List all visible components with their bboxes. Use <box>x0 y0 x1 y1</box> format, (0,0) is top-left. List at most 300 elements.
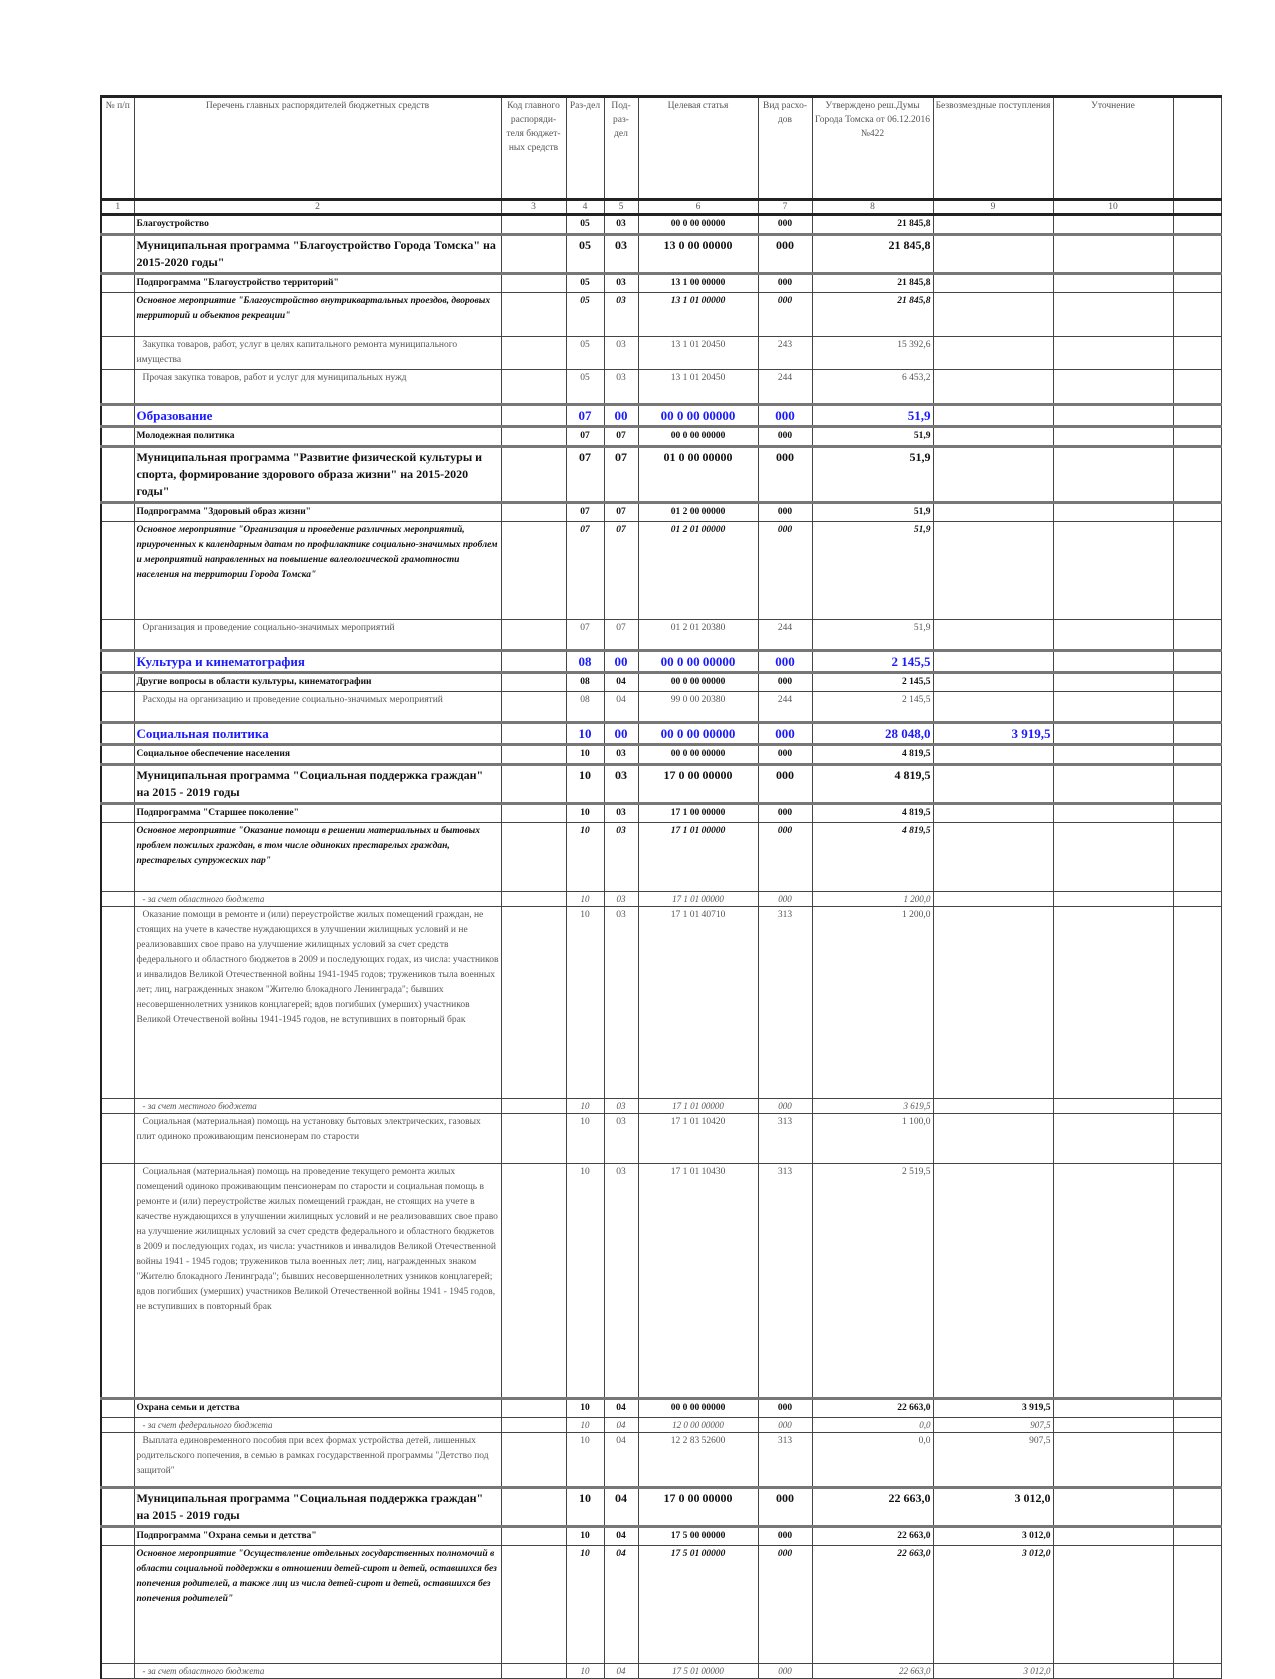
extra <box>1173 1099 1221 1114</box>
admin-code <box>501 892 566 907</box>
free-receipts <box>933 274 1053 293</box>
expense-type: 000 <box>758 765 812 804</box>
row-index <box>101 723 134 745</box>
table-row <box>101 427 1221 447</box>
row-index <box>101 1399 134 1418</box>
section-code: 05 <box>566 215 604 235</box>
row-name: Подпрограмма "Старшее поколение" <box>134 804 501 823</box>
header-col-expense-type: Вид расхо-дов <box>758 97 812 200</box>
approved-amount: 22 663,0 <box>812 1527 933 1546</box>
adjustment <box>1053 823 1173 892</box>
expense-type: 000 <box>758 651 812 673</box>
free-receipts <box>933 620 1053 651</box>
target-article: 01 2 01 00000 <box>638 522 758 620</box>
row-index <box>101 215 134 235</box>
admin-code <box>501 215 566 235</box>
extra <box>1173 1114 1221 1164</box>
table-row <box>101 907 1221 1099</box>
approved-amount: 22 663,0 <box>812 1488 933 1527</box>
section-code: 05 <box>566 235 604 274</box>
approved-amount: 51,9 <box>812 427 933 447</box>
table-row <box>101 235 1221 274</box>
subsection-code: 03 <box>604 235 638 274</box>
section-code: 05 <box>566 274 604 293</box>
free-receipts <box>933 427 1053 447</box>
approved-amount: 22 663,0 <box>812 1399 933 1418</box>
row-name: Муниципальная программа "Социальная поддержка граждан" на 2015 - 2019 годы <box>134 1488 501 1527</box>
header-col-target-article: Целевая статья <box>638 97 758 200</box>
approved-amount: 3 619,5 <box>812 1099 933 1114</box>
free-receipts: 3 012,0 <box>933 1527 1053 1546</box>
expense-type: 244 <box>758 620 812 651</box>
approved-amount: 2 145,5 <box>812 692 933 723</box>
section-code: 07 <box>566 447 604 503</box>
subsection-code: 07 <box>604 503 638 522</box>
free-receipts: 3 012,0 <box>933 1488 1053 1527</box>
extra <box>1173 765 1221 804</box>
row-index <box>101 892 134 907</box>
adjustment <box>1053 907 1173 1099</box>
free-receipts <box>933 892 1053 907</box>
free-receipts <box>933 1114 1053 1164</box>
section-code: 08 <box>566 673 604 692</box>
subsection-code: 03 <box>604 1164 638 1399</box>
extra <box>1173 293 1221 337</box>
free-receipts <box>933 337 1053 370</box>
section-code: 05 <box>566 293 604 337</box>
approved-amount: 2 145,5 <box>812 673 933 692</box>
section-code: 10 <box>566 1546 604 1664</box>
adjustment <box>1053 405 1173 427</box>
free-receipts: 3 012,0 <box>933 1546 1053 1664</box>
approved-amount: 15 392,6 <box>812 337 933 370</box>
expense-type: 000 <box>758 447 812 503</box>
row-name: Прочая закупка товаров, работ и услуг для муниципальных нужд <box>134 370 501 405</box>
adjustment <box>1053 1164 1173 1399</box>
free-receipts: 3 919,5 <box>933 1399 1053 1418</box>
row-index <box>101 1546 134 1664</box>
admin-code <box>501 745 566 765</box>
adjustment <box>1053 522 1173 620</box>
row-name: - за счет местного бюджета <box>134 1099 501 1114</box>
table-row <box>101 1164 1221 1399</box>
target-article: 17 5 01 00000 <box>638 1546 758 1664</box>
approved-amount: 21 845,8 <box>812 235 933 274</box>
row-name: Подпрограмма "Здоровый образ жизни" <box>134 503 501 522</box>
extra <box>1173 823 1221 892</box>
section-code: 05 <box>566 370 604 405</box>
adjustment <box>1053 804 1173 823</box>
expense-type: 313 <box>758 1433 812 1488</box>
expense-type: 000 <box>758 1418 812 1433</box>
table-row <box>101 447 1221 503</box>
adjustment <box>1053 274 1173 293</box>
extra <box>1173 1418 1221 1433</box>
column-number: 6 <box>638 200 758 215</box>
approved-amount: 21 845,8 <box>812 274 933 293</box>
expense-type: 000 <box>758 293 812 337</box>
table-row <box>101 370 1221 405</box>
column-number: 8 <box>812 200 933 215</box>
extra <box>1173 405 1221 427</box>
free-receipts <box>933 907 1053 1099</box>
table-row <box>101 522 1221 620</box>
target-article: 13 0 00 00000 <box>638 235 758 274</box>
target-article: 00 0 00 00000 <box>638 215 758 235</box>
row-name: Культура и кинематография <box>134 651 501 673</box>
table-row <box>101 692 1221 723</box>
header-col-admin-code: Код главного распоряди-теля бюджет-ных средств <box>501 97 566 200</box>
target-article: 01 2 01 20380 <box>638 620 758 651</box>
section-code: 10 <box>566 1664 604 1679</box>
extra <box>1173 673 1221 692</box>
section-code: 10 <box>566 804 604 823</box>
admin-code <box>501 673 566 692</box>
row-index <box>101 293 134 337</box>
subsection-code: 00 <box>604 651 638 673</box>
admin-code <box>501 1164 566 1399</box>
subsection-code: 07 <box>604 427 638 447</box>
table-row <box>101 892 1221 907</box>
target-article: 00 0 00 00000 <box>638 673 758 692</box>
subsection-code: 04 <box>604 1488 638 1527</box>
header-col-free-receipts: Безвозмездные поступления <box>933 97 1053 200</box>
expense-type: 000 <box>758 274 812 293</box>
target-article: 00 0 00 00000 <box>638 405 758 427</box>
expense-type: 313 <box>758 1114 812 1164</box>
approved-amount: 4 819,5 <box>812 765 933 804</box>
approved-amount: 4 819,5 <box>812 823 933 892</box>
extra <box>1173 235 1221 274</box>
admin-code <box>501 1488 566 1527</box>
section-code: 10 <box>566 1164 604 1399</box>
approved-amount: 4 819,5 <box>812 804 933 823</box>
row-index <box>101 1527 134 1546</box>
free-receipts <box>933 745 1053 765</box>
target-article: 13 1 01 20450 <box>638 337 758 370</box>
subsection-code: 07 <box>604 620 638 651</box>
row-name: Основное мероприятие "Благоустройство внутриквартальных проездов, дворовых территорий и объектов рекреации" <box>134 293 501 337</box>
header-row <box>101 97 1221 200</box>
free-receipts <box>933 804 1053 823</box>
admin-code <box>501 620 566 651</box>
approved-amount: 51,9 <box>812 503 933 522</box>
free-receipts: 907,5 <box>933 1433 1053 1488</box>
header-col-extra <box>1173 97 1221 200</box>
table-row <box>101 765 1221 804</box>
subsection-code: 03 <box>604 765 638 804</box>
subsection-code: 03 <box>604 823 638 892</box>
target-article: 13 1 01 00000 <box>638 293 758 337</box>
approved-amount: 2 145,5 <box>812 651 933 673</box>
row-name: Закупка товаров, работ, услуг в целях капитального ремонта муниципального имущества <box>134 337 501 370</box>
admin-code <box>501 293 566 337</box>
admin-code <box>501 723 566 745</box>
adjustment <box>1053 370 1173 405</box>
subsection-code: 07 <box>604 522 638 620</box>
extra <box>1173 651 1221 673</box>
expense-type: 000 <box>758 1488 812 1527</box>
subsection-code: 04 <box>604 673 638 692</box>
table-row <box>101 1546 1221 1664</box>
subsection-code: 04 <box>604 692 638 723</box>
approved-amount: 2 519,5 <box>812 1164 933 1399</box>
target-article: 17 0 00 00000 <box>638 765 758 804</box>
admin-code <box>501 274 566 293</box>
adjustment <box>1053 1488 1173 1527</box>
extra <box>1173 447 1221 503</box>
target-article: 17 5 01 00000 <box>638 1664 758 1679</box>
adjustment <box>1053 293 1173 337</box>
target-article: 00 0 00 00000 <box>638 1399 758 1418</box>
subsection-code: 04 <box>604 1546 638 1664</box>
row-name: Организация и проведение социально-значимых мероприятий <box>134 620 501 651</box>
section-code: 10 <box>566 1488 604 1527</box>
table-row <box>101 274 1221 293</box>
admin-code <box>501 1114 566 1164</box>
table-row <box>101 745 1221 765</box>
extra <box>1173 1399 1221 1418</box>
column-number: 1 <box>101 200 134 215</box>
target-article: 17 1 01 40710 <box>638 907 758 1099</box>
section-code: 08 <box>566 692 604 723</box>
adjustment <box>1053 723 1173 745</box>
target-article: 01 0 00 00000 <box>638 447 758 503</box>
subsection-code: 03 <box>604 274 638 293</box>
header-col-subsection: Под-раз-дел <box>604 97 638 200</box>
table-row <box>101 1488 1221 1527</box>
admin-code <box>501 447 566 503</box>
adjustment <box>1053 745 1173 765</box>
adjustment <box>1053 215 1173 235</box>
row-name: Муниципальная программа "Социальная поддержка граждан" на 2015 - 2019 годы <box>134 765 501 804</box>
table-row <box>101 1433 1221 1488</box>
row-index <box>101 804 134 823</box>
expense-type: 244 <box>758 370 812 405</box>
extra <box>1173 723 1221 745</box>
approved-amount: 0,0 <box>812 1418 933 1433</box>
row-name: Охрана семьи и детства <box>134 1399 501 1418</box>
expense-type: 000 <box>758 745 812 765</box>
extra <box>1173 1488 1221 1527</box>
expense-type: 000 <box>758 823 812 892</box>
row-name: Оказание помощи в ремонте и (или) переустройстве жилых помещений граждан, не стоящих на учете в качестве нуждающихся в улучшении жилищных условий и не реализовавших свое право на улучшение жилищных условий за счет средств федерального и областного бюджетов в 2009 и последующих годах, из числа: участников и инвалидов Великой Отечественной войны 1941-1945 годов; тружеников тыла военных лет; лиц, награжденных знаком "Жителю блокадного Ленинграда"; бывших несовершеннолетних узников концлагерей; вдов погибших (умерших) участников Великой Отечественой войны 1941-1945 годов, не вступивших в повторный брак <box>134 907 501 1099</box>
row-name: Социальная политика <box>134 723 501 745</box>
expense-type: 000 <box>758 1527 812 1546</box>
column-number: 4 <box>566 200 604 215</box>
adjustment <box>1053 503 1173 522</box>
expense-type: 243 <box>758 337 812 370</box>
row-name: Выплата единовременного пособия при всех формах устройства детей, лишенных родительского попечения, в семью в рамках государственной программы "Детство под защитой" <box>134 1433 501 1488</box>
section-code: 10 <box>566 1114 604 1164</box>
adjustment <box>1053 447 1173 503</box>
row-name: - за счет областного бюджета <box>134 892 501 907</box>
free-receipts <box>933 522 1053 620</box>
expense-type: 313 <box>758 1164 812 1399</box>
free-receipts <box>933 823 1053 892</box>
expense-type: 000 <box>758 503 812 522</box>
expense-type: 000 <box>758 405 812 427</box>
adjustment <box>1053 337 1173 370</box>
target-article: 01 2 00 00000 <box>638 503 758 522</box>
column-number-row <box>101 200 1221 215</box>
adjustment <box>1053 892 1173 907</box>
subsection-code: 04 <box>604 1418 638 1433</box>
row-name: - за счет федерального бюджета <box>134 1418 501 1433</box>
extra <box>1173 503 1221 522</box>
free-receipts: 907,5 <box>933 1418 1053 1433</box>
row-index <box>101 503 134 522</box>
free-receipts <box>933 692 1053 723</box>
approved-amount: 1 100,0 <box>812 1114 933 1164</box>
row-name: Подпрограмма "Охрана семьи и детства" <box>134 1527 501 1546</box>
expense-type: 000 <box>758 673 812 692</box>
row-name: Муниципальная программа "Развитие физической культуры и спорта, формирование здорового образа жизни" на 2015-2020 годы" <box>134 447 501 503</box>
admin-code <box>501 235 566 274</box>
row-index <box>101 1433 134 1488</box>
subsection-code: 03 <box>604 293 638 337</box>
admin-code <box>501 1399 566 1418</box>
target-article: 00 0 00 00000 <box>638 427 758 447</box>
target-article: 13 1 00 00000 <box>638 274 758 293</box>
row-name: - за счет областного бюджета <box>134 1664 501 1679</box>
admin-code <box>501 1527 566 1546</box>
admin-code <box>501 503 566 522</box>
free-receipts <box>933 405 1053 427</box>
target-article: 00 0 00 00000 <box>638 745 758 765</box>
section-code: 10 <box>566 1433 604 1488</box>
extra <box>1173 370 1221 405</box>
adjustment <box>1053 765 1173 804</box>
subsection-code: 04 <box>604 1527 638 1546</box>
extra <box>1173 804 1221 823</box>
row-index <box>101 447 134 503</box>
subsection-code: 03 <box>604 337 638 370</box>
extra <box>1173 692 1221 723</box>
header-col-number: № п/п <box>101 97 134 200</box>
row-index <box>101 692 134 723</box>
subsection-code: 07 <box>604 447 638 503</box>
row-index <box>101 370 134 405</box>
target-article: 13 1 01 20450 <box>638 370 758 405</box>
target-article: 00 0 00 00000 <box>638 723 758 745</box>
target-article: 12 2 83 52600 <box>638 1433 758 1488</box>
adjustment <box>1053 1664 1173 1679</box>
admin-code <box>501 337 566 370</box>
row-index <box>101 1488 134 1527</box>
target-article: 17 0 00 00000 <box>638 1488 758 1527</box>
approved-amount: 0,0 <box>812 1433 933 1488</box>
column-number: 10 <box>1053 200 1173 215</box>
subsection-code: 03 <box>604 892 638 907</box>
adjustment <box>1053 1114 1173 1164</box>
row-index <box>101 1099 134 1114</box>
expense-type: 000 <box>758 215 812 235</box>
expense-type: 000 <box>758 1099 812 1114</box>
free-receipts <box>933 370 1053 405</box>
column-number: 7 <box>758 200 812 215</box>
row-index <box>101 651 134 673</box>
row-name: Основное мероприятие "Осуществление отдельных государственных полномочий в области социальной поддержки в отношении детей-сирот и детей, оставшихся без попечения родителей, а также лиц из числа детей-сирот и детей, оставшихся без попечения родителей" <box>134 1546 501 1664</box>
expense-type: 000 <box>758 1399 812 1418</box>
target-article: 17 5 00 00000 <box>638 1527 758 1546</box>
expense-type: 000 <box>758 235 812 274</box>
row-name: Молодежная политика <box>134 427 501 447</box>
row-index <box>101 1164 134 1399</box>
approved-amount: 51,9 <box>812 522 933 620</box>
row-index <box>101 765 134 804</box>
row-name: Основное мероприятие "Организация и проведение различных мероприятий, приуроченных к календарным датам по профилактике социально-значимых проблем и мероприятий направленных на повышение валеологической грамотности населения на территории Города Томска" <box>134 522 501 620</box>
row-index <box>101 673 134 692</box>
free-receipts <box>933 447 1053 503</box>
row-index <box>101 427 134 447</box>
admin-code <box>501 1664 566 1679</box>
admin-code <box>501 370 566 405</box>
free-receipts <box>933 1099 1053 1114</box>
adjustment <box>1053 1527 1173 1546</box>
admin-code <box>501 823 566 892</box>
free-receipts <box>933 673 1053 692</box>
approved-amount: 22 663,0 <box>812 1664 933 1679</box>
extra <box>1173 274 1221 293</box>
expense-type: 313 <box>758 907 812 1099</box>
subsection-code: 03 <box>604 1099 638 1114</box>
section-code: 10 <box>566 823 604 892</box>
admin-code <box>501 1433 566 1488</box>
section-code: 07 <box>566 405 604 427</box>
extra <box>1173 1527 1221 1546</box>
section-code: 10 <box>566 907 604 1099</box>
admin-code <box>501 692 566 723</box>
extra <box>1173 427 1221 447</box>
expense-type: 000 <box>758 522 812 620</box>
admin-code <box>501 405 566 427</box>
adjustment <box>1053 651 1173 673</box>
subsection-code: 04 <box>604 1399 638 1418</box>
adjustment <box>1053 1099 1173 1114</box>
row-index <box>101 405 134 427</box>
section-code: 10 <box>566 1418 604 1433</box>
free-receipts <box>933 293 1053 337</box>
subsection-code: 03 <box>604 907 638 1099</box>
approved-amount: 51,9 <box>812 447 933 503</box>
section-code: 10 <box>566 892 604 907</box>
row-name: Образование <box>134 405 501 427</box>
adjustment <box>1053 673 1173 692</box>
extra <box>1173 1546 1221 1664</box>
adjustment <box>1053 427 1173 447</box>
row-index <box>101 1114 134 1164</box>
table-row <box>101 823 1221 892</box>
expense-type: 000 <box>758 723 812 745</box>
admin-code <box>501 907 566 1099</box>
subsection-code: 04 <box>604 1664 638 1679</box>
row-index <box>101 1418 134 1433</box>
table-row <box>101 1399 1221 1418</box>
table-row <box>101 673 1221 692</box>
expense-type: 000 <box>758 804 812 823</box>
column-number: 3 <box>501 200 566 215</box>
admin-code <box>501 1099 566 1114</box>
row-name: Социальная (материальная) помощь на установку бытовых электрических, газовых плит одиноко проживающим пенсионерам по старости <box>134 1114 501 1164</box>
row-index <box>101 620 134 651</box>
free-receipts <box>933 235 1053 274</box>
adjustment <box>1053 1433 1173 1488</box>
approved-amount: 28 048,0 <box>812 723 933 745</box>
column-number: 2 <box>134 200 501 215</box>
target-article: 17 1 01 00000 <box>638 1099 758 1114</box>
adjustment <box>1053 1546 1173 1664</box>
